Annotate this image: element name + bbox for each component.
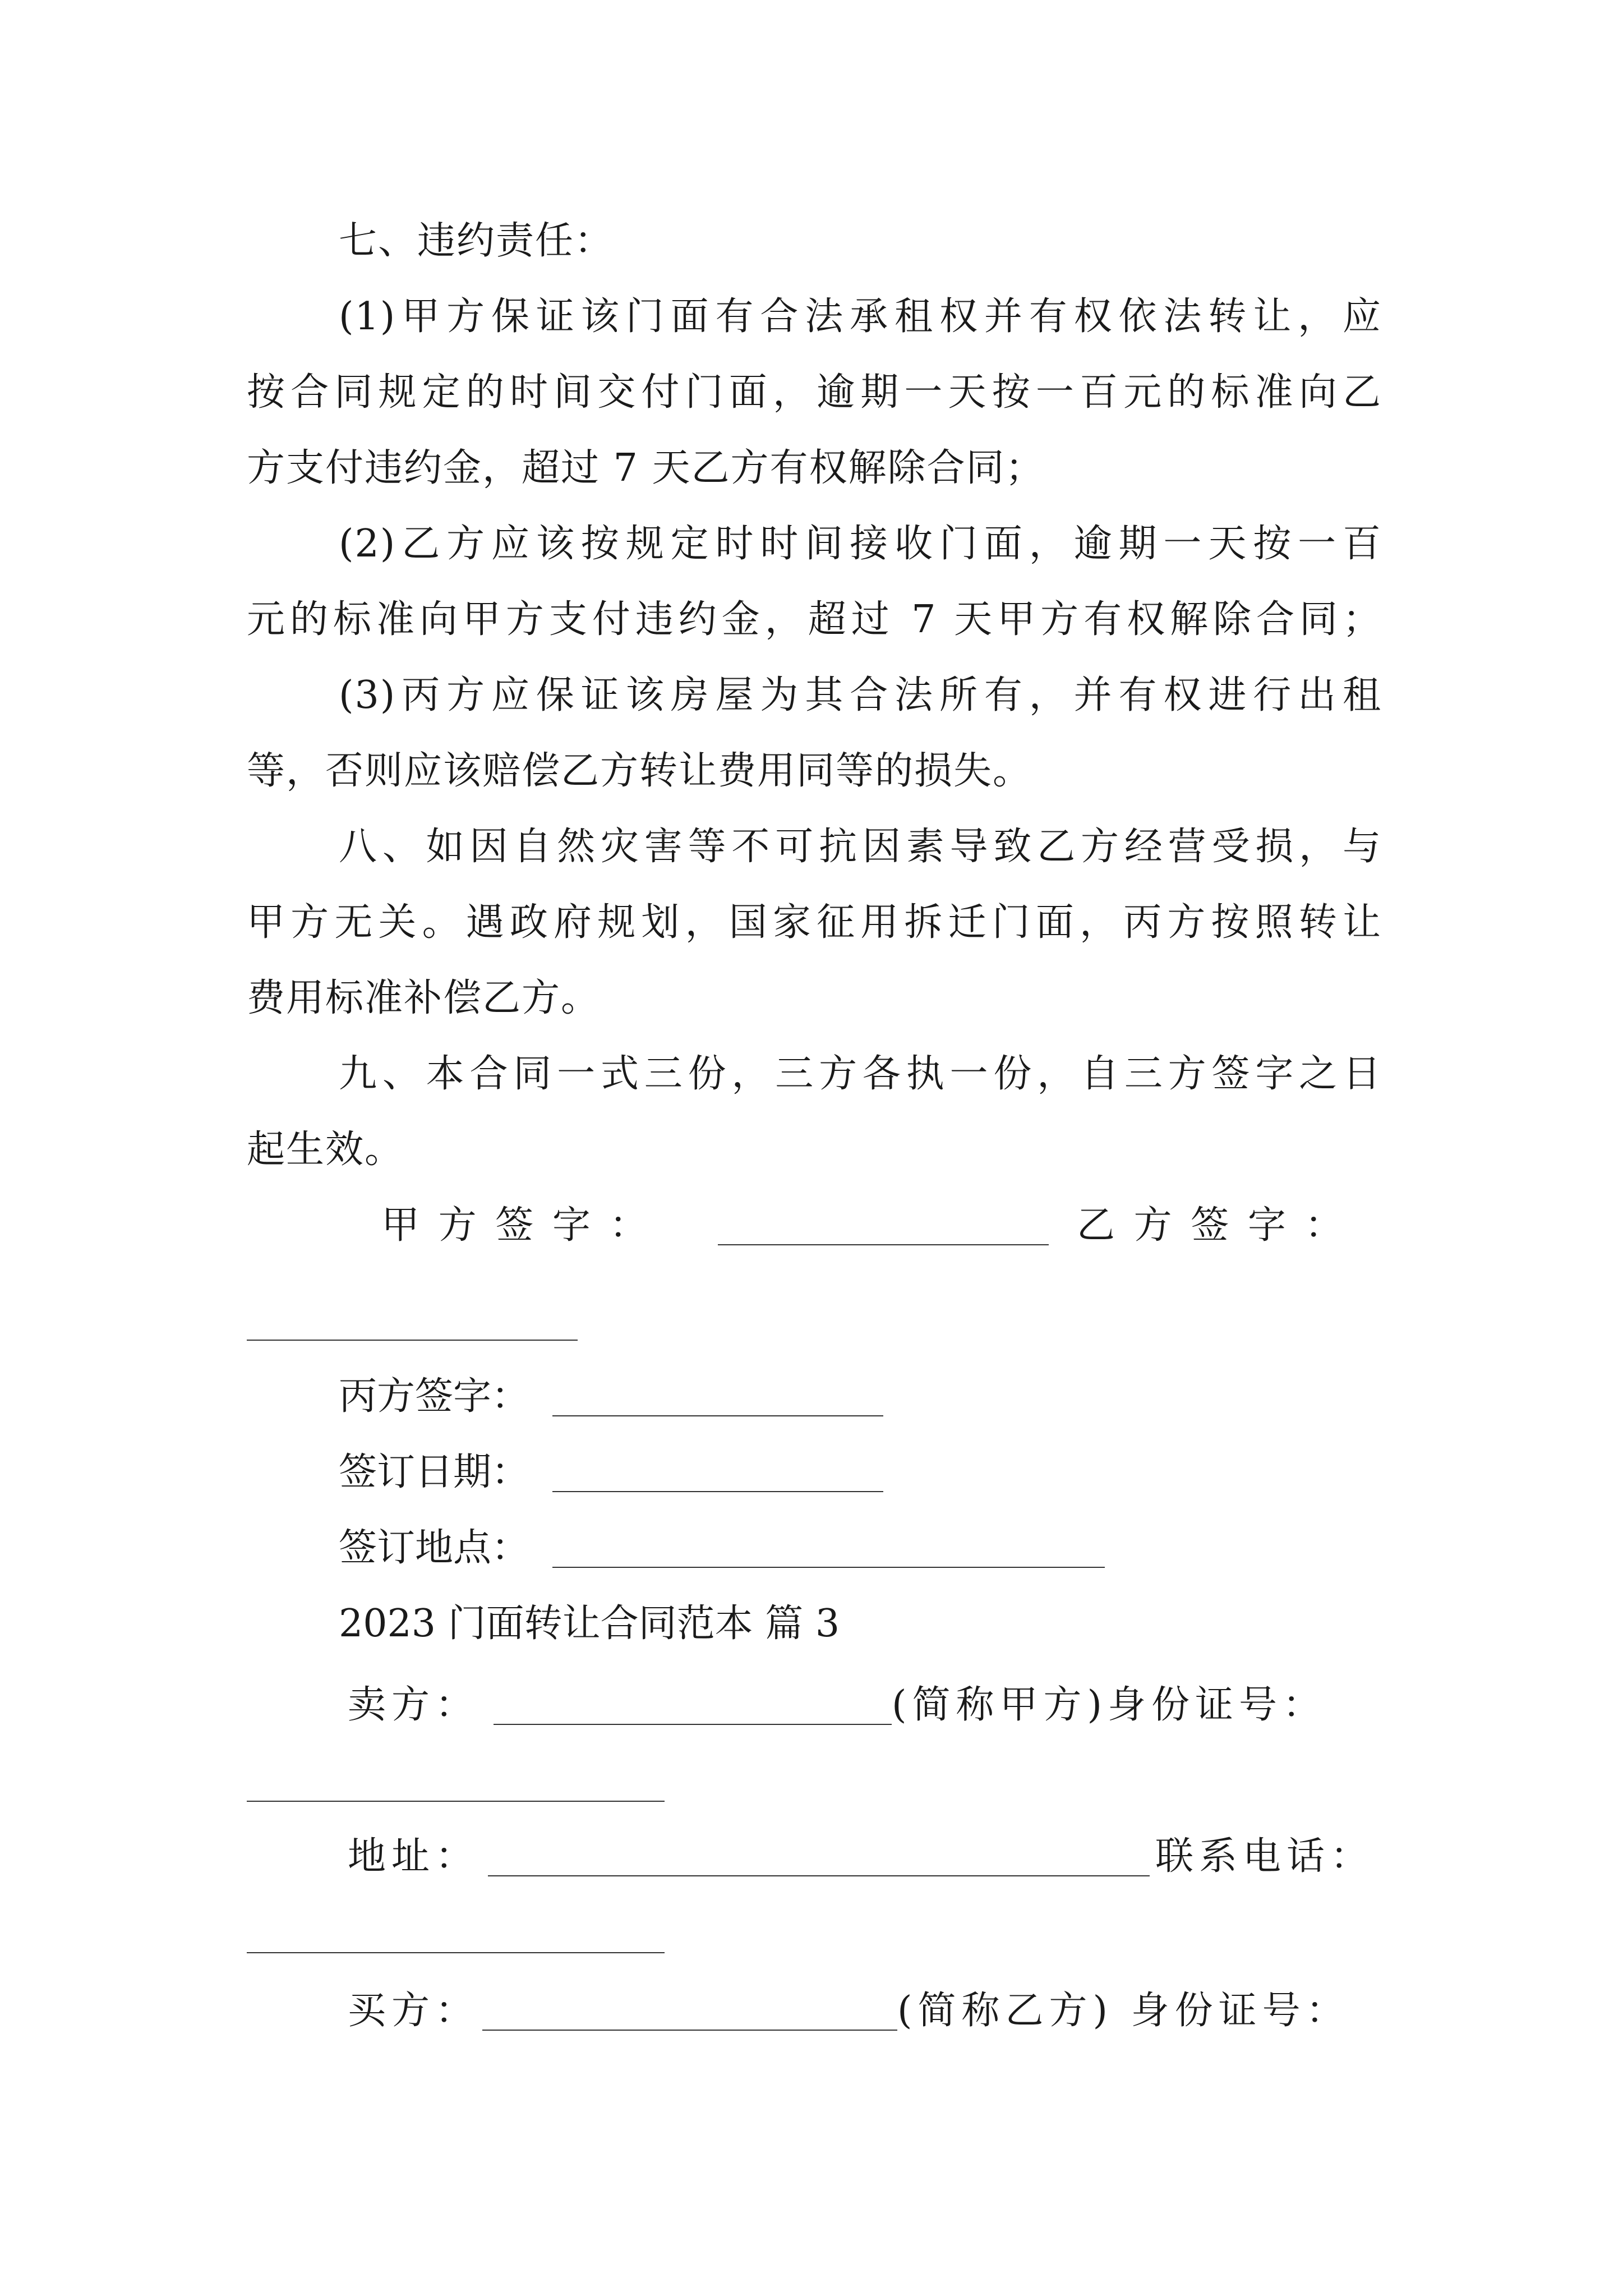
section-7-item-1-line-2: 按合同规定的时间交付门面，逾期一天按一百元的标准向乙 (247, 370, 1382, 415)
buyer-label: 买方： (348, 1989, 479, 2033)
section-8-line-1: 八、如因自然灾害等不可抗因素导致乙方经营受损，与 (339, 825, 1382, 869)
seller-abbrev-label: (简称甲方)身份证号： (892, 1683, 1327, 1727)
section-9-line-1: 九、本合同一式三份，三方各执一份，自三方签字之日 (339, 1052, 1382, 1096)
phone-label: 联系电话： (1155, 1834, 1375, 1879)
section-7-item-2-line-2: 元的标准向甲方支付违约金，超过 7 天甲方有权解除合同； (247, 597, 1382, 642)
party-b-signature-line[interactable] (247, 1340, 578, 1341)
party-c-signature-line[interactable] (552, 1415, 883, 1416)
party-a-signature-line[interactable] (718, 1244, 1049, 1245)
section-7-item-3-line-1: (3)丙方应保证该房屋为其合法所有，并有权进行出租 (339, 673, 1382, 717)
section-9-line-2: 起生效。 (247, 1128, 404, 1172)
buyer-name-line[interactable] (482, 2030, 897, 2031)
buyer-abbrev-label: (简称乙方) 身份证号： (897, 1989, 1350, 2033)
party-a-signature-label: 甲 方 签 字 ： (381, 1203, 651, 1248)
phone-line[interactable] (247, 1952, 665, 1953)
party-c-signature-label: 丙方签字： (339, 1374, 530, 1419)
section-8-line-3: 费用标准补偿乙方。 (247, 976, 601, 1020)
section-7-item-2-line-1: (2)乙方应该按规定时时间接收门面，逾期一天按一百 (339, 522, 1382, 566)
section-7-heading: 七、违约责任： (339, 219, 614, 263)
address-label: 地址： (348, 1834, 479, 1879)
sign-date-line[interactable] (552, 1491, 883, 1492)
seller-label: 卖方： (348, 1683, 479, 1727)
section-7-item-1-line-3: 方支付违约金，超过 7 天乙方有权解除合同； (247, 446, 1045, 490)
section-7-item-3-line-2: 等，否则应该赔偿乙方转让费用同等的损失。 (247, 749, 1032, 793)
section-7-item-1-line-1: (1)甲方保证该门面有合法承租权并有权依法转让，应 (339, 295, 1382, 339)
part-3-title: 2023 门面转让合同范本 篇 3 (339, 1602, 840, 1646)
seller-id-line[interactable] (247, 1801, 665, 1802)
seller-name-line[interactable] (494, 1724, 892, 1725)
sign-place-label: 签订地点： (339, 1526, 530, 1570)
address-line[interactable] (488, 1875, 1150, 1876)
sign-date-label: 签订日期： (339, 1450, 530, 1494)
section-8-line-2: 甲方无关。遇政府规划，国家征用拆迁门面，丙方按照转让 (247, 900, 1382, 945)
sign-place-line[interactable] (552, 1567, 1105, 1568)
party-b-signature-label: 乙 方 签 字 ： (1077, 1203, 1347, 1248)
